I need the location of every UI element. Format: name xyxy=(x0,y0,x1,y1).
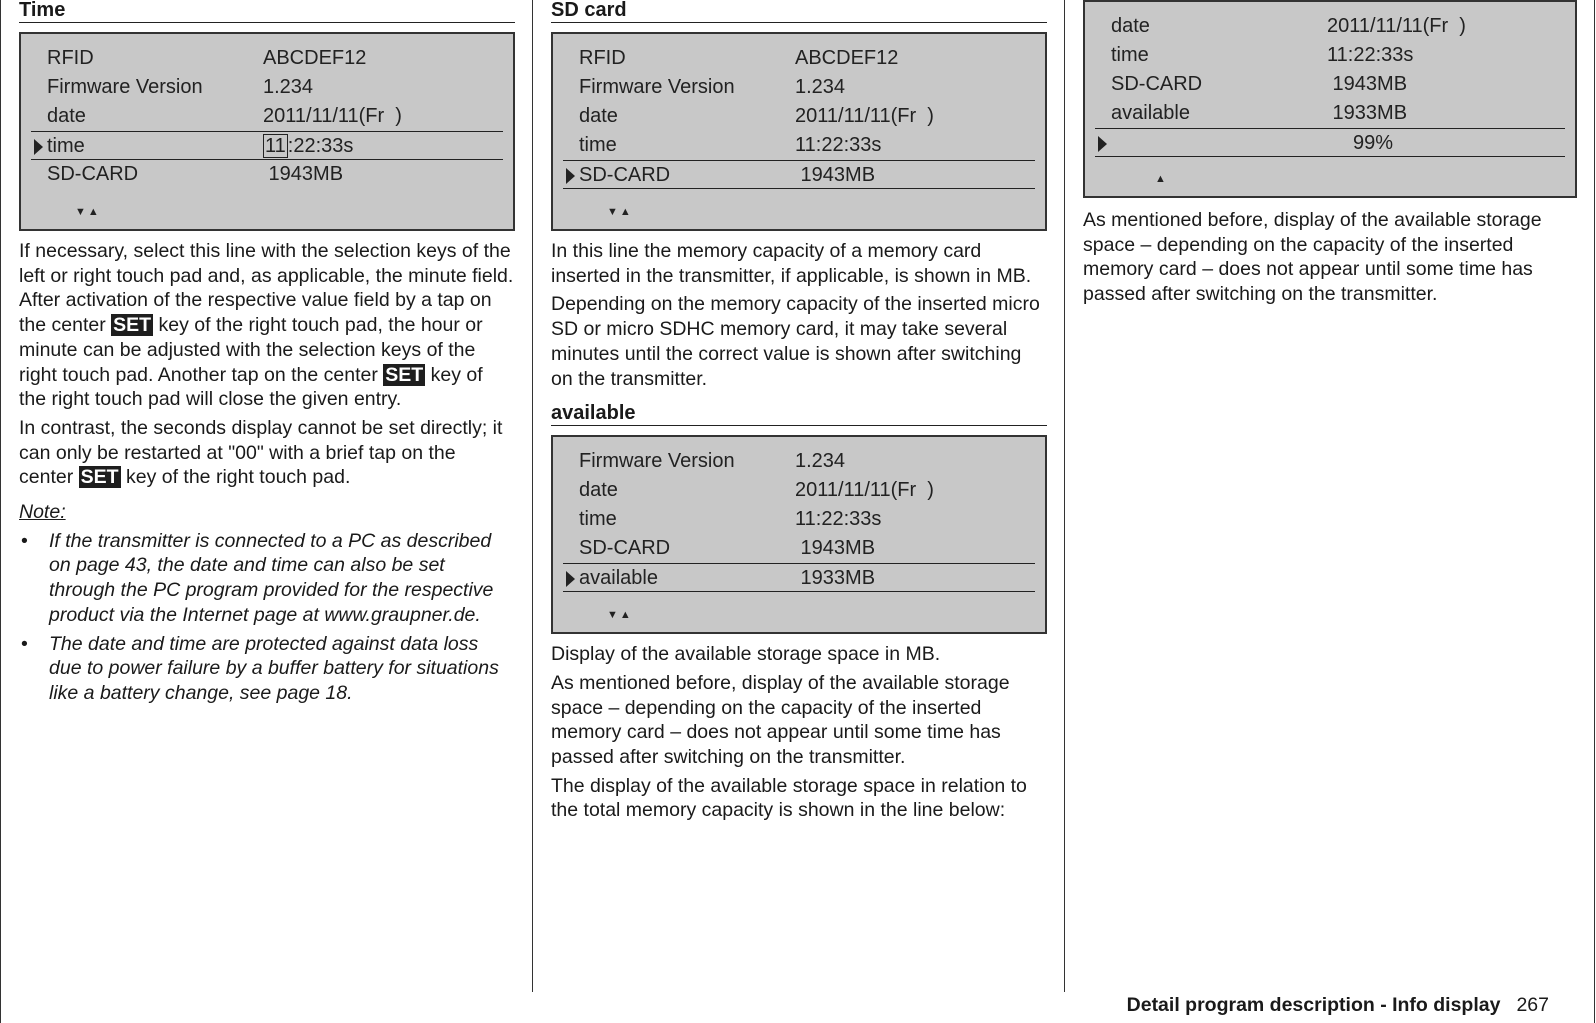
paragraph-available-3: The display of the available storage space in relation to the total memory capacity is shown in the line below: xyxy=(551,774,1027,822)
row-value: 1943MB xyxy=(795,537,876,560)
row-value: 11:22:33s xyxy=(795,134,882,156)
selection-arrow-icon xyxy=(566,168,575,184)
paragraph-time-2 xyxy=(19,416,515,490)
row-label: SD-CARD xyxy=(1111,73,1203,95)
row-label: time xyxy=(47,135,85,157)
hour-field-cursor[interactable]: 11 xyxy=(265,135,286,157)
time-rest: :22:33s xyxy=(287,135,354,157)
display-row-rfid xyxy=(563,44,1035,73)
note-bullet-1: • If the transmitter is connected to a PC as described on page 43, the date and time can also be set through the PC program provided for the respective product via the Internet page at www.graupner.de. xyxy=(19,529,515,628)
display-row-percent-selected[interactable] xyxy=(1095,128,1565,157)
display-row-firmware xyxy=(563,447,1035,476)
set-key-label: SET xyxy=(113,314,152,337)
row-label: date xyxy=(579,479,618,502)
row-label: date xyxy=(47,105,86,127)
display-row-firmware xyxy=(563,73,1035,102)
set-key-label: SET xyxy=(80,466,119,489)
row-value: 2011/11/11(Fr ) xyxy=(1327,15,1466,37)
row-value: 2011/11/11(Fr ) xyxy=(795,479,934,502)
text: In contrast, the seconds display cannot be set directly; it can only be restarted at "00" with a brief tap on the center xyxy=(19,416,503,489)
scroll-arrows-icon: ▼▲ xyxy=(607,609,633,622)
row-value: 2011/11/11(Fr ) xyxy=(795,105,934,127)
row-value: 2011/11/11(Fr ) xyxy=(263,105,402,127)
row-value: 1943MB xyxy=(263,163,344,185)
row-label: Firmware Version xyxy=(579,76,735,98)
page-right-border xyxy=(1594,0,1595,1023)
page-number: 267 xyxy=(1516,994,1549,1016)
row-value: 11:22:33s xyxy=(795,508,882,531)
display-row-date xyxy=(563,476,1035,505)
row-label: SD-CARD xyxy=(579,537,671,560)
selection-arrow-icon xyxy=(34,139,43,155)
column-divider-2 xyxy=(1064,0,1065,992)
paragraph-percent-1: As mentioned before, display of the available storage space – depending on the capacity of the inserted memory card – does not appear until some time has passed after switching on the transmitter. xyxy=(1083,209,1542,306)
display-row-sdcard xyxy=(31,160,503,189)
display-row-rfid xyxy=(31,44,503,73)
section-title-available: available xyxy=(551,403,1047,426)
paragraph-available-1: Display of the available storage space in MB. xyxy=(551,643,941,666)
row-label: available xyxy=(1111,102,1190,124)
paragraph-available-2: As mentioned before, display of the available storage space – depending on the capacity of the inserted memory card – does not appear until some time has passed after switching on the transmitter. xyxy=(551,671,1010,769)
column-2 xyxy=(551,0,1047,823)
display-row-date xyxy=(563,102,1035,131)
display-row-time xyxy=(1095,41,1565,70)
display-row-sdcard xyxy=(563,534,1035,563)
row-value: 1943MB xyxy=(795,164,876,186)
display-available-percent xyxy=(1083,0,1577,198)
page-left-border xyxy=(0,0,1,1023)
scroll-up-arrow-icon: ▲ xyxy=(1155,173,1168,185)
column-1 xyxy=(19,0,515,706)
text: key of the right touch pad. xyxy=(120,466,351,489)
display-row-time-selected[interactable] xyxy=(31,131,503,160)
row-label: time xyxy=(1111,44,1149,66)
paragraph-sdcard-1: In this line the memory capacity of a memory card inserted in the transmitter, if applicable, is shown in MB. xyxy=(551,240,1032,287)
paragraph-sdcard-2: Depending on the memory capacity of the inserted micro SD or micro SDHC memory card, it may take several minutes until the correct value is shown after switching on the transmitter. xyxy=(551,293,1040,390)
text: If necessary, select this line with the selection keys of the left or right touch pad and, as applicable, the minute field. After activation of the respective value field by a tap on the center xyxy=(19,240,514,337)
row-label: Firmware Version xyxy=(579,450,735,473)
row-value: ABCDEF12 xyxy=(263,47,367,69)
display-row-available xyxy=(1095,99,1565,128)
row-label: Firmware Version xyxy=(47,76,203,98)
display-row-sdcard-selected[interactable] xyxy=(563,160,1035,189)
display-time xyxy=(19,32,515,231)
row-label: RFID xyxy=(47,47,94,69)
row-value: 1.234 xyxy=(795,450,846,473)
text: key of the right touch pad, the hour or minute can be adjusted with the selection keys of the right touch pad. Another tap on the center xyxy=(19,314,483,386)
row-label: date xyxy=(579,105,618,127)
row-value: 1.234 xyxy=(263,76,314,98)
row-value: ABCDEF12 xyxy=(795,47,899,69)
page-footer xyxy=(1127,994,1549,1017)
scroll-arrows-icon: ▼▲ xyxy=(75,206,101,218)
row-value: 11:22:33s xyxy=(1327,44,1414,66)
row-label: SD-CARD xyxy=(579,164,671,186)
display-sdcard xyxy=(551,32,1047,231)
paragraph-time-1 xyxy=(19,239,515,412)
display-row-available-selected[interactable] xyxy=(563,563,1035,592)
column-divider-1 xyxy=(532,0,533,992)
display-row-time xyxy=(563,505,1035,534)
row-value xyxy=(263,135,353,158)
selection-arrow-icon xyxy=(1098,136,1107,152)
row-label: available xyxy=(579,567,658,590)
row-label: RFID xyxy=(579,47,626,69)
set-key-label: SET xyxy=(385,363,424,386)
scroll-arrows-icon: ▼▲ xyxy=(607,206,633,218)
display-row-sdcard xyxy=(1095,70,1565,99)
column-3 xyxy=(1083,0,1577,307)
row-label: date xyxy=(1111,15,1150,37)
display-row-firmware xyxy=(31,73,503,102)
row-value: 99% xyxy=(1353,132,1394,154)
display-row-date xyxy=(31,102,503,131)
row-label: time xyxy=(579,134,617,156)
selection-arrow-icon xyxy=(566,571,575,587)
display-row-date xyxy=(1095,12,1565,41)
section-title-sdcard: SD card xyxy=(551,0,1047,23)
row-value: 1933MB xyxy=(795,567,876,590)
note-label: Note: xyxy=(19,501,66,524)
display-available xyxy=(551,435,1047,634)
row-label: SD-CARD xyxy=(47,163,139,185)
row-value: 1.234 xyxy=(795,76,846,98)
row-value: 1943MB xyxy=(1327,73,1408,95)
text: key of the right touch pad will close the given entry. xyxy=(19,363,483,411)
section-title-time: Time xyxy=(19,0,515,23)
display-row-time xyxy=(563,131,1035,160)
row-label: time xyxy=(579,508,617,531)
note-bullet-2: • The date and time are protected against data loss due to power failure by a buffer battery for situations like a battery change, see page 18. xyxy=(19,632,515,706)
footer-title: Detail program description - Info display xyxy=(1126,994,1501,1016)
row-value: 1933MB xyxy=(1327,102,1408,124)
